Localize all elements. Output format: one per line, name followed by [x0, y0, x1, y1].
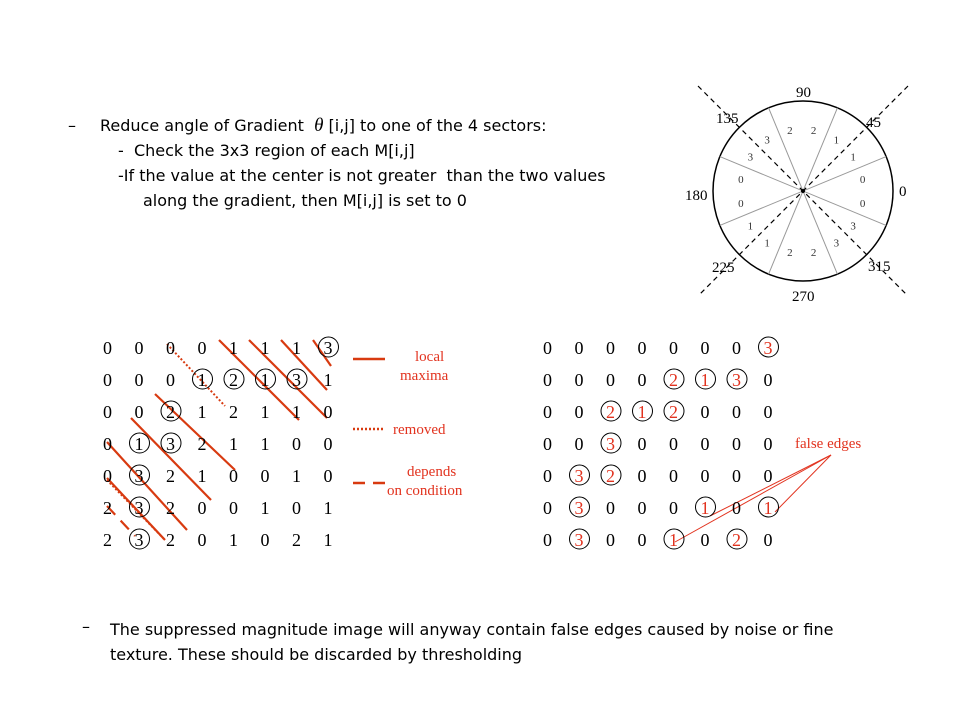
- matrix-cell: 0: [323, 402, 333, 422]
- matrix-cell: 0: [197, 498, 207, 518]
- matrix-cell: 1: [700, 370, 710, 390]
- matrix-cell: 2: [166, 466, 175, 486]
- matrix-cell: 0: [134, 370, 144, 390]
- sector-number: 2: [787, 246, 793, 259]
- sector-number: 2: [810, 125, 817, 138]
- sector-number: 0: [859, 174, 866, 187]
- matrix-cell: 1: [260, 338, 270, 358]
- matrix-cell: 0: [543, 370, 552, 390]
- matrix-cell: 3: [134, 466, 144, 486]
- sector-diagram: [672, 78, 932, 318]
- angle-label-225: 225: [712, 260, 735, 276]
- false-edges-label: false edges: [795, 436, 862, 452]
- left-matrix-cells: [103, 337, 339, 550]
- matrix-cell: 3: [606, 434, 615, 454]
- matrix-cell: 0: [292, 498, 301, 518]
- legend-removed-label: removed: [393, 422, 446, 438]
- sector-number: 3: [764, 134, 770, 147]
- angle-label-90: 90: [796, 85, 811, 101]
- right-matrix-cells: [543, 337, 779, 550]
- matrix-cell: 3: [574, 466, 584, 486]
- matrix-cell: 0: [292, 434, 301, 454]
- legend-local-maxima-label: local maxima: [400, 349, 449, 384]
- matrix-cell: 0: [637, 434, 647, 454]
- sector-number: 1: [747, 220, 754, 233]
- legend: [345, 343, 495, 503]
- bullet-line-4: along the gradient, then M[i,j] is set to 0: [143, 191, 467, 210]
- matrix-cell: 3: [574, 498, 584, 518]
- matrix-cell: 0: [229, 498, 238, 518]
- matrix-cell: 0: [732, 402, 741, 422]
- matrix-cell: 0: [260, 466, 270, 486]
- matrix-cell: 1: [260, 498, 270, 518]
- matrix-cell: 0: [606, 498, 615, 518]
- matrix-cell: 0: [543, 434, 552, 454]
- matrix-cell: 1: [763, 498, 773, 518]
- matrix-cell: 1: [637, 402, 647, 422]
- line2-text: Check the 3x3 region of each M[i,j]: [133, 141, 415, 160]
- matrix-cell: 0: [103, 434, 112, 454]
- matrix-cell: 0: [606, 530, 615, 550]
- sector-number: 3: [850, 220, 856, 233]
- line1-suffix: [i,j] to one of the 4 sectors:: [328, 116, 547, 135]
- matrix-cell: 2: [732, 530, 741, 550]
- maxima-diagonal: [107, 442, 187, 530]
- angle-label-45: 45: [866, 115, 881, 131]
- matrix-cell: 1: [292, 338, 301, 358]
- matrix-cell: 1: [323, 530, 333, 550]
- matrix-cell: 0: [543, 498, 552, 518]
- matrix-cell: 0: [637, 370, 647, 390]
- matrix-cell: 2: [669, 402, 678, 422]
- matrix-cell: 1: [260, 402, 270, 422]
- matrix-cell: 1: [229, 338, 238, 358]
- matrix-cell: 0: [637, 498, 647, 518]
- sector-number: 1: [764, 237, 770, 250]
- center-dot: [801, 189, 805, 193]
- angle-label-180: 180: [685, 188, 708, 204]
- sector-number: 1: [833, 134, 840, 147]
- matrix-cell: 0: [323, 466, 333, 486]
- matrix-cell: 0: [323, 434, 333, 454]
- matrix-cell: 2: [606, 466, 615, 486]
- matrix-cell: 0: [700, 530, 710, 550]
- matrix-cell: 0: [197, 338, 207, 358]
- matrix-cell: 0: [543, 402, 552, 422]
- matrix-cell: 0: [763, 370, 773, 390]
- matrix-cell: 3: [134, 498, 144, 518]
- false-edge-arrow: [675, 455, 831, 542]
- matrix-cell: 0: [732, 434, 741, 454]
- matrix-cell: 0: [763, 530, 773, 550]
- bottom-bullet: [82, 617, 90, 637]
- matrix-cell: 0: [700, 338, 710, 358]
- sub-dash: -: [118, 141, 134, 160]
- sector-number: 0: [738, 174, 744, 187]
- matrix-cell: 2: [229, 370, 238, 390]
- matrix-cell: 2: [197, 434, 207, 454]
- matrix-cell: 0: [229, 466, 238, 486]
- sector-number: 3: [833, 237, 840, 250]
- matrix-cell: 3: [574, 530, 584, 550]
- matrix-cell: 0: [669, 434, 678, 454]
- matrix-cell: 0: [669, 338, 678, 358]
- angle-label-270: 270: [792, 289, 815, 305]
- matrix-cell: 0: [103, 402, 112, 422]
- legend-depends-label: depends on condition: [387, 464, 463, 499]
- matrix-cell: 0: [669, 466, 678, 486]
- matrix-cell: 0: [700, 402, 710, 422]
- matrix-cell: 0: [574, 434, 584, 454]
- matrix-cell: 0: [103, 370, 112, 390]
- matrix-cell: 0: [700, 434, 710, 454]
- matrix-cell: 3: [166, 434, 175, 454]
- matrix-cell: 1: [292, 402, 301, 422]
- matrix-cell: 3: [763, 338, 773, 358]
- false-edge-arrow: [775, 455, 831, 512]
- matrix-cell: 0: [763, 402, 773, 422]
- matrix-cell: 3: [292, 370, 301, 390]
- matrix-cell: 2: [606, 402, 615, 422]
- matrix-cell: 1: [229, 530, 238, 550]
- bullet-line-2: [118, 138, 415, 163]
- sector-number: 3: [747, 151, 754, 164]
- removed-diagonal: [167, 344, 225, 406]
- matrix-cell: 1: [197, 402, 207, 422]
- sector-number: 1: [850, 151, 856, 164]
- sector-number: 0: [738, 197, 744, 210]
- matrix-cell: 0: [637, 338, 647, 358]
- matrix-cell: 0: [574, 338, 584, 358]
- matrix-cell: 3: [134, 530, 144, 550]
- matrix-cell: 0: [260, 530, 270, 550]
- angle-label-135: 135: [716, 111, 739, 127]
- matrix-cell: 1: [260, 370, 270, 390]
- matrix-cell: 0: [732, 338, 741, 358]
- matrix-cell: 1: [292, 466, 301, 486]
- matrix-cell: 0: [606, 370, 615, 390]
- matrix-cell: 0: [637, 530, 647, 550]
- matrix-cell: 0: [700, 466, 710, 486]
- maxima-diagonal: [131, 418, 211, 500]
- matrix-cell: 2: [292, 530, 301, 550]
- matrix-cell: 0: [103, 338, 112, 358]
- matrix-cell: 1: [323, 498, 333, 518]
- false-edge-arrows: [675, 455, 831, 542]
- right-matrix: [535, 330, 915, 560]
- matrix-cell: 0: [732, 498, 741, 518]
- matrix-cell: 2: [166, 402, 175, 422]
- matrix-cell: 2: [166, 498, 175, 518]
- matrix-cell: 0: [543, 530, 552, 550]
- matrix-cell: 2: [229, 402, 238, 422]
- bullet-dash: –: [68, 116, 76, 135]
- matrix-cell: 1: [260, 434, 270, 454]
- bullet-line-3: -If the value at the center is not greater than the two values: [118, 166, 606, 185]
- sector-number: 2: [787, 125, 793, 138]
- matrix-cell: 1: [197, 370, 207, 390]
- line1-prefix: Reduce angle of Gradient: [100, 116, 304, 135]
- matrix-cell: 0: [166, 338, 175, 358]
- matrix-cell: 3: [323, 338, 333, 358]
- bottom-dash: –: [82, 617, 90, 636]
- matrix-cell: 1: [134, 434, 144, 454]
- matrix-cell: 2: [103, 498, 112, 518]
- matrix-cell: 0: [732, 466, 741, 486]
- matrix-cell: 0: [166, 370, 175, 390]
- matrix-cell: 0: [669, 498, 678, 518]
- angle-label-315: 315: [868, 259, 891, 275]
- matrix-cell: 1: [323, 370, 333, 390]
- matrix-cell: 0: [134, 338, 144, 358]
- matrix-cell: 1: [197, 466, 207, 486]
- matrix-cell: 0: [574, 370, 584, 390]
- matrix-cell: 1: [669, 530, 678, 550]
- angle-label-0: 0: [899, 184, 907, 200]
- matrix-cell: 1: [700, 498, 710, 518]
- sector-number: 0: [859, 197, 866, 210]
- matrix-cell: 0: [763, 434, 773, 454]
- matrix-cell: 0: [103, 466, 112, 486]
- matrix-cell: 2: [669, 370, 678, 390]
- matrix-cell: 0: [543, 338, 552, 358]
- matrix-cell: 2: [166, 530, 175, 550]
- matrix-cell: 2: [103, 530, 112, 550]
- matrix-cell: 0: [197, 530, 207, 550]
- matrix-cell: 0: [134, 402, 144, 422]
- matrix-cell: 0: [574, 402, 584, 422]
- matrix-cell: 3: [732, 370, 741, 390]
- bottom-text: The suppressed magnitude image will anyway contain false edges caused by noise or fine texture. These should be discarded by thresholding: [110, 620, 834, 664]
- theta-symbol: θ: [314, 115, 324, 136]
- bullet-line-1: [100, 113, 547, 138]
- matrix-cell: 1: [229, 434, 238, 454]
- sector-number: 2: [810, 246, 817, 259]
- matrix-cell: 0: [637, 466, 647, 486]
- matrix-cell: 0: [543, 466, 552, 486]
- matrix-cell: 0: [763, 466, 773, 486]
- matrix-cell: 0: [606, 338, 615, 358]
